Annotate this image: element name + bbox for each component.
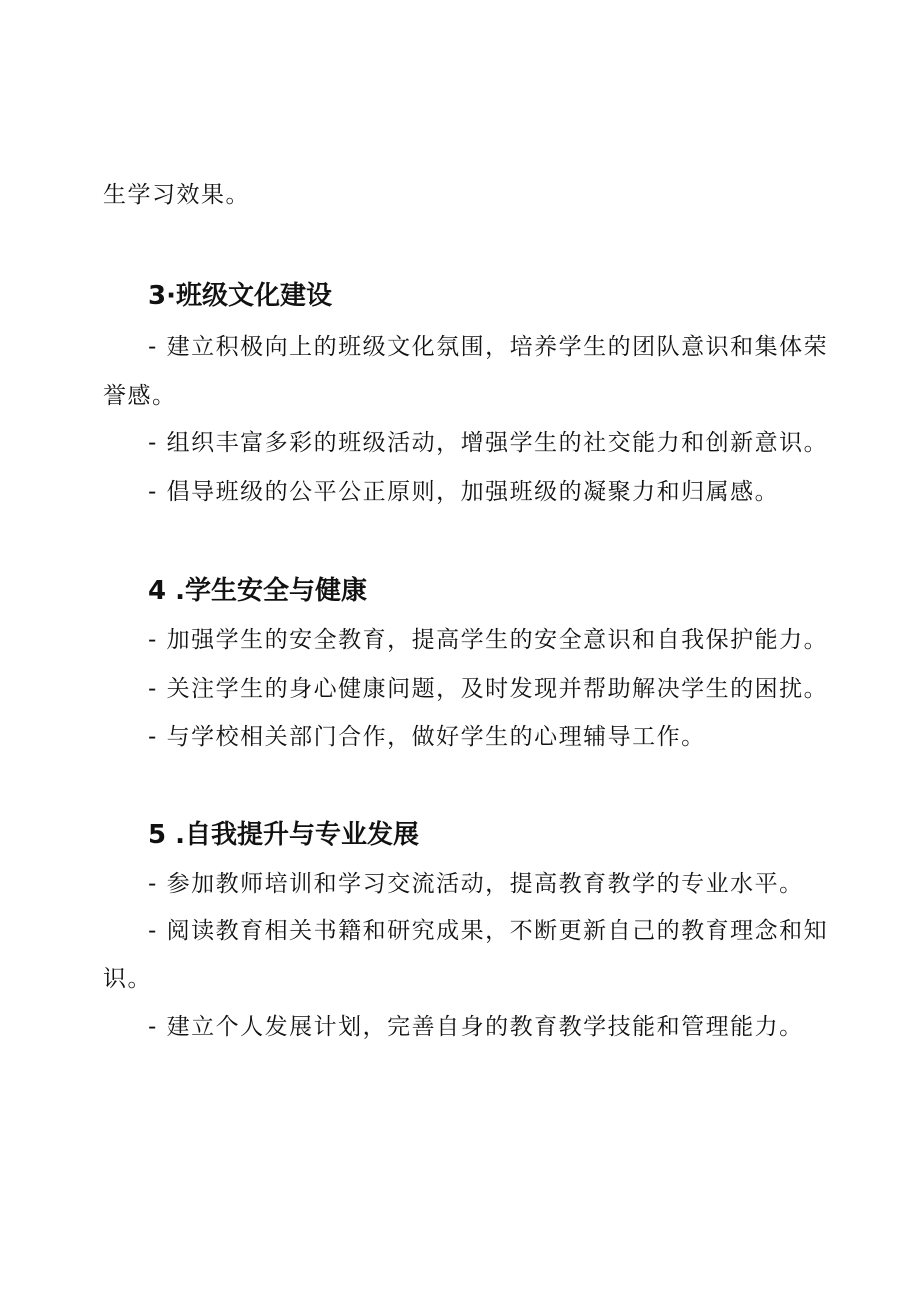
section-heading-self-improvement: 5 .自我提升与专业发展 xyxy=(148,820,420,850)
continuation-text: 生学习效果。 xyxy=(103,182,250,208)
section-heading-student-safety: 4 .学生安全与健康 xyxy=(148,576,368,606)
paragraph-line: - 倡导班级的公平公正原则，加强班级的凝聚力和归属感。 xyxy=(148,479,780,505)
paragraph-line: - 与学校相关部门合作，做好学生的心理辅导工作。 xyxy=(148,724,706,750)
paragraph-line: 誉感。 xyxy=(103,383,177,409)
section-heading-class-culture: 3·班级文化建设 xyxy=(148,281,332,311)
paragraph-line: - 阅读教育相关书籍和研究成果，不断更新自己的教育理念和知 xyxy=(148,918,829,944)
paragraph-line: - 加强学生的安全教育，提高学生的安全意识和自我保护能力。 xyxy=(148,627,829,653)
paragraph-line: - 建立个人发展计划，完善自身的教育教学技能和管理能力。 xyxy=(148,1014,804,1040)
paragraph-line: - 参加教师培训和学习交流活动，提高教育教学的专业水平。 xyxy=(148,871,804,897)
paragraph-line: - 建立积极向上的班级文化氛围，培养学生的团队意识和集体荣 xyxy=(148,334,829,360)
paragraph-line: - 组织丰富多彩的班级活动，增强学生的社交能力和创新意识。 xyxy=(148,430,829,456)
paragraph-line: 识。 xyxy=(103,966,152,992)
paragraph-line: - 关注学生的身心健康问题，及时发现并帮助解决学生的困扰。 xyxy=(148,676,829,702)
